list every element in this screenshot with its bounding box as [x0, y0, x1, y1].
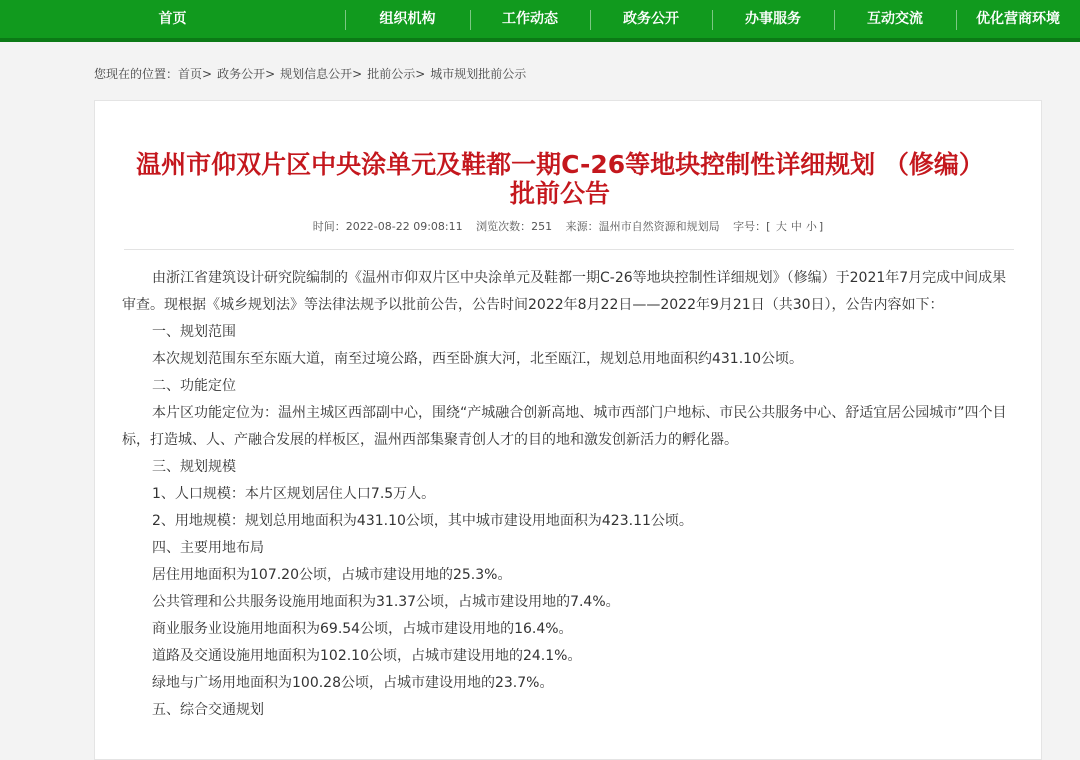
font-size-medium-button[interactable]: 中 [790, 220, 802, 233]
nav-item-work-news[interactable]: 工作动态 [470, 0, 590, 38]
paragraph-function-positioning: 本片区功能定位为：温州主城区西部副中心，围绕“产城融合创新高地、城市西部门户地标、市民公共服务中心、舒适宜居公园城市”四个目标，打造城、人、产融合发展的样板区，温州西部集聚青创人才的目的地和激发创新活力的孵化器。 [122, 405, 1007, 448]
font-size-large-button[interactable]: 大 [775, 220, 787, 233]
breadcrumb-link-government-affairs[interactable]: 政务公开> [217, 67, 276, 81]
nav-item-business-environment[interactable]: 优化营商环境 [956, 0, 1080, 38]
nav-menu [0, 0, 1080, 38]
paragraph-transport-land: 道路及交通设施用地面积为102.10公顷，占城市建设用地的24.1%。 [152, 648, 582, 664]
paragraph-intro: 由浙江省建筑设计研究院编制的《温州市仰双片区中央涂单元及鞋都一期C-26等地块控制性详细规划》（修编）于2021年7月完成中间成果审查。现根据《城乡规划法》等法律法规予以批前公告，公告时间2022年8月22日——2022年9月21日（共30日），公告内容如下： [122, 270, 1007, 313]
breadcrumb-prefix: 您现在的位置： [94, 67, 179, 81]
top-navigation-bar [0, 0, 1080, 42]
article-title: 温州市仰双片区中央涂单元及鞋都一期C-26等地块控制性详细规划 （修编）批前公告 [136, 150, 984, 208]
paragraph-land-scale: 2、用地规模：规划总用地面积为431.10公顷，其中城市建设用地面积为423.11公顷。 [152, 513, 693, 529]
paragraph-population-scale: 1、人口规模：本片区规划居住人口7.5万人。 [152, 486, 436, 502]
font-size-label: 字号：[ [733, 220, 771, 233]
paragraph-green-land: 绿地与广场用地面积为100.28公顷，占城市建设用地的23.7%。 [152, 675, 554, 691]
article-body [122, 265, 1012, 724]
nav-item-organization[interactable]: 组织机构 [345, 0, 470, 38]
breadcrumb-link-home[interactable]: 首页> [178, 67, 213, 81]
font-size-small-button[interactable]: 小 [805, 220, 817, 233]
breadcrumb-link-planning-info[interactable]: 规划信息公开> [280, 67, 363, 81]
publish-time: 时间：2022-08-22 09:08:11 [312, 220, 463, 233]
heading-planning-scale: 三、规划规模 [152, 459, 236, 475]
title-divider [124, 249, 1014, 250]
font-size-control [733, 220, 823, 233]
view-count: 浏览次数：251 [476, 220, 553, 233]
nav-item-home[interactable]: 首页 [158, 11, 187, 27]
heading-land-layout: 四、主要用地布局 [152, 540, 264, 556]
paragraph-residential-land: 居住用地面积为107.20公顷，占城市建设用地的25.3%。 [152, 567, 512, 583]
article-meta [94, 218, 1042, 236]
paragraph-public-service-land: 公共管理和公共服务设施用地面积为31.37公顷，占城市建设用地的7.4%。 [152, 594, 620, 610]
paragraph-planning-scope: 本次规划范围东至东瓯大道，南至过境公路，西至卧旗大河，北至瓯江，规划总用地面积约431.10公顷。 [152, 351, 803, 367]
heading-transport-planning: 五、综合交通规划 [152, 702, 264, 718]
breadcrumb-link-city-planning[interactable]: 城市规划批前公示 [430, 67, 527, 81]
nav-item-services[interactable]: 办事服务 [712, 0, 834, 38]
heading-function-positioning: 二、功能定位 [152, 378, 236, 394]
font-size-end: ] [818, 220, 824, 233]
breadcrumb-link-pre-approval[interactable]: 批前公示> [367, 67, 426, 81]
nav-item-interaction[interactable]: 互动交流 [834, 0, 956, 38]
nav-item-government-affairs[interactable]: 政务公开 [590, 0, 712, 38]
breadcrumb [94, 64, 526, 84]
heading-planning-scope: 一、规划范围 [152, 324, 236, 340]
paragraph-commercial-land: 商业服务业设施用地面积为69.54公顷，占城市建设用地的16.4%。 [152, 621, 573, 637]
article-source: 来源：温州市自然资源和规划局 [565, 220, 720, 233]
